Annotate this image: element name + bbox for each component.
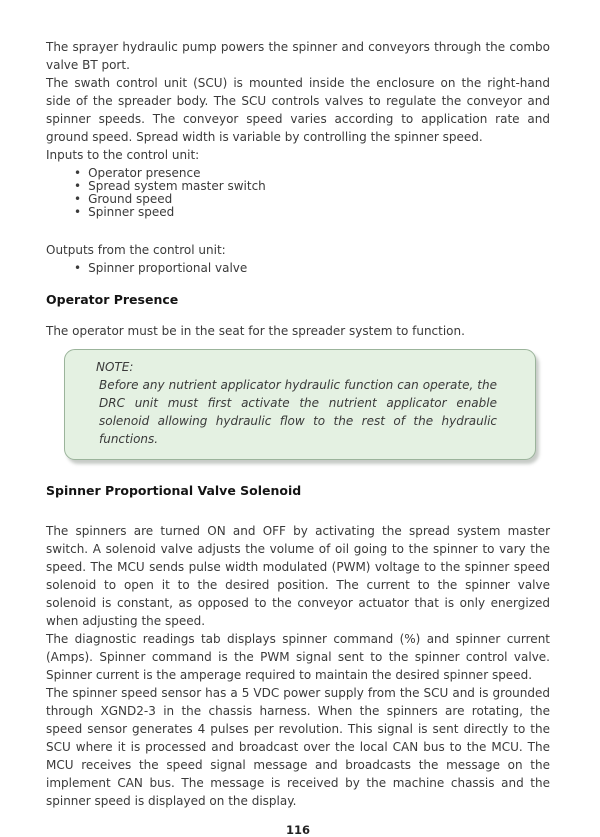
- note-label: NOTE:: [96, 360, 134, 374]
- list-item: • Spinner speed: [74, 206, 550, 219]
- outputs-list: [46, 262, 550, 275]
- section-heading-spinner-valve: Spinner Proportional Valve Solenoid: [46, 483, 302, 498]
- list-item: • Spread system master switch: [74, 180, 550, 193]
- inputs-list: [46, 167, 550, 219]
- list-item: • Spinner proportional valve: [74, 262, 550, 275]
- inputs-label: Inputs to the control unit:: [46, 148, 200, 162]
- note-box: [64, 349, 536, 460]
- list-item: • Ground speed: [74, 193, 550, 206]
- note-text: Before any nutrient applicator hydraulic function can operate, the DRC unit must first activate the nutrient applicator enable solenoid allowing hydraulic flow to the rest of the hydraulic functions.: [99, 378, 497, 446]
- spinner-paragraph-3: The spinner speed sensor has a 5 VDC power supply from the SCU and is grounded through XGND2-3 in the chassis harness. When the spinners are rotating, the speed sensor generates 4 pulses per revolution. This signal is sent directly to the SCU where it is processed and broadcast over the local CAN bus to the MCU. The MCU receives the speed signal message and broadcasts the message on the implement CAN bus. The message is received by the machine chassis and the spinner speed is displayed on the display.: [46, 686, 550, 808]
- intro-paragraph-1: The sprayer hydraulic pump powers the spinner and conveyors through the combo valve BT port.: [46, 40, 550, 72]
- list-item: • Operator presence: [74, 167, 550, 180]
- section-heading-operator-presence: Operator Presence: [46, 292, 179, 307]
- spinner-paragraph-1: The spinners are turned ON and OFF by activating the spread system master switch. A solenoid valve adjusts the volume of oil going to the spinner to vary the speed. The MCU sends pulse width modulated (PWM) voltage to the spinner speed solenoid to open it to the desired position. The current to the spinner valve solenoid is constant, as opposed to the conveyor actuator that is only energized when adjusting the speed.: [46, 524, 550, 628]
- page-number: 116: [285, 823, 310, 837]
- outputs-label: Outputs from the control unit:: [46, 243, 226, 257]
- intro-paragraph-2: The swath control unit (SCU) is mounted inside the enclosure on the right-hand side of the spreader body. The SCU controls valves to regulate the conveyor and spinner speeds. The conveyor speed varies according to application rate and ground speed. Spread width is variable by controlling the spinner speed.: [46, 76, 550, 144]
- spinner-paragraph-2: The diagnostic readings tab displays spinner command (%) and spinner current (Amps). Spinner command is the PWM signal sent to the spinner control valve. Spinner current is the amperage required to maintain the desired spinner speed.: [46, 632, 550, 682]
- operator-presence-paragraph: The operator must be in the seat for the spreader system to function.: [46, 324, 465, 338]
